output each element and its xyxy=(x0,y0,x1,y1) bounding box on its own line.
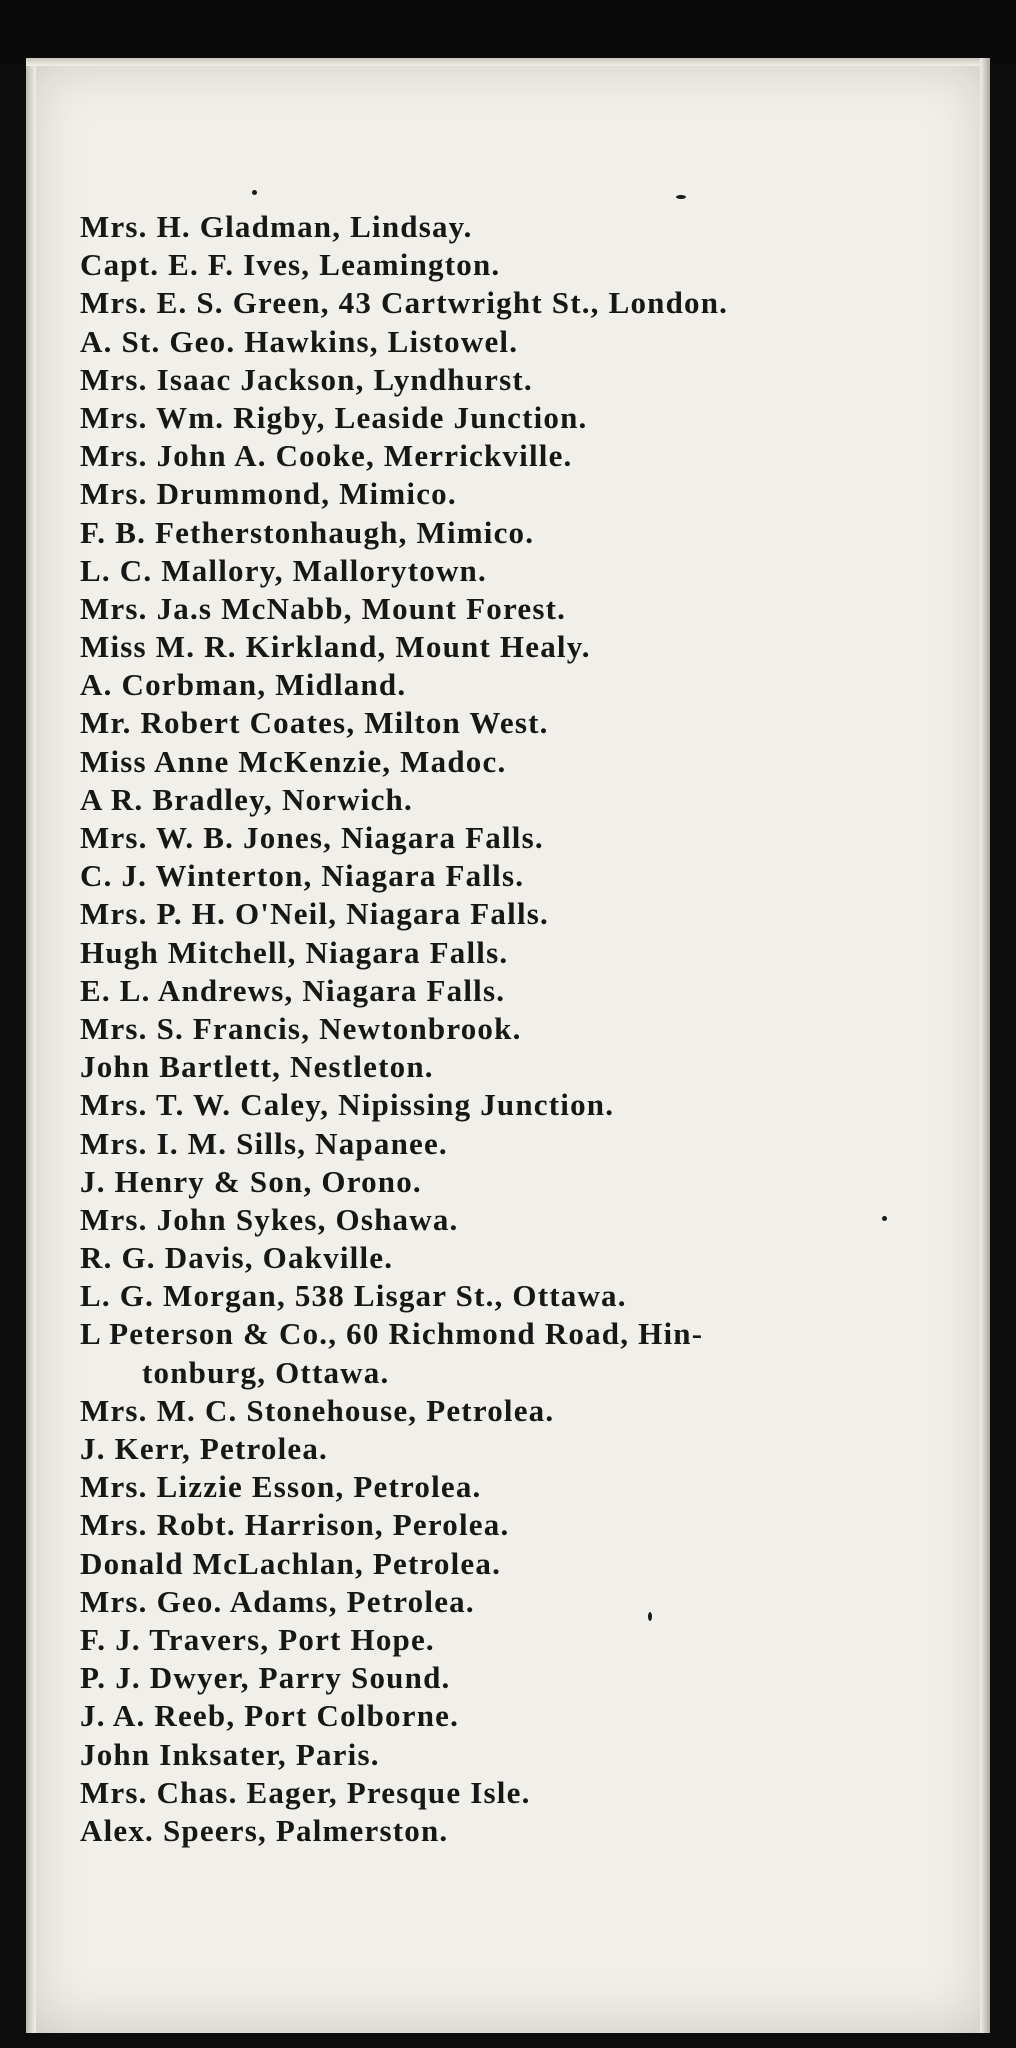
list-item: Mrs. Wm. Rigby, Leaside Junction. xyxy=(80,399,588,435)
list-item-continuation xyxy=(80,1354,960,1392)
list-item: R. G. Davis, Oakville. xyxy=(80,1240,394,1276)
page-edge-left xyxy=(26,58,36,2033)
list-item: F. B. Fetherstonhaugh, Mimico. xyxy=(80,514,535,550)
list-item: A. St. Geo. Hawkins, Listowel. xyxy=(80,323,519,359)
list-item: John Inksater, Paris. xyxy=(80,1736,380,1772)
list-item: P. J. Dwyer, Parry Sound. xyxy=(80,1660,451,1696)
list-item: Mrs. Geo. Adams, Petrolea. xyxy=(80,1583,475,1619)
list-item: Donald McLachlan, Petrolea. xyxy=(80,1545,502,1581)
list-item: Mrs. I. M. Sills, Napanee. xyxy=(80,1125,448,1161)
ink-speck xyxy=(252,190,257,195)
list-item: J. A. Reeb, Port Colborne. xyxy=(80,1698,460,1734)
list-item: L Peterson & Co., 60 Richmond Road, Hin- xyxy=(80,1316,704,1352)
list-item: Mrs. Drummond, Mimico. xyxy=(80,476,457,512)
ink-speck xyxy=(676,195,686,199)
list-item: J. Henry & Son, Orono. xyxy=(80,1163,422,1199)
list-item: Mrs. H. Gladman, Lindsay. xyxy=(80,209,473,244)
page-edge-top xyxy=(26,58,990,66)
list-item: Capt. E. F. Ives, Leamington. xyxy=(80,247,501,283)
list-item: A R. Bradley, Norwich. xyxy=(80,781,413,817)
list-item: Mrs. John Sykes, Oshawa. xyxy=(80,1201,459,1237)
list-item: L. G. Morgan, 538 Lisgar St., Ottawa. xyxy=(80,1278,627,1314)
list-item: Mrs. Chas. Eager, Presque Isle. xyxy=(80,1774,531,1810)
list-item: Mrs. Isaac Jackson, Lyndhurst. xyxy=(80,361,533,397)
scan-background-top xyxy=(0,0,1016,64)
list-item: E. L. Andrews, Niagara Falls. xyxy=(80,972,506,1008)
list-item: Mrs. Ja.s McNabb, Mount Forest. xyxy=(80,590,567,626)
list-item: Mrs. E. S. Green, 43 Cartwright St., London. xyxy=(80,285,729,321)
page-edge-right xyxy=(980,58,990,2033)
continuation-text: tonburg, Ottawa. xyxy=(142,1354,390,1390)
list-item: Mrs. Lizzie Esson, Petrolea. xyxy=(80,1469,482,1505)
list-item: Mrs. M. C. Stonehouse, Petrolea. xyxy=(80,1392,555,1428)
list-item: Miss Anne McKenzie, Madoc. xyxy=(80,743,507,779)
list-item: Mrs. T. W. Caley, Nipissing Junction. xyxy=(80,1087,615,1123)
list-item: John Bartlett, Nestleton. xyxy=(80,1049,434,1085)
subscriber-list xyxy=(80,208,960,1850)
list-item: Mr. Robert Coates, Milton West. xyxy=(80,705,549,741)
list-item: A. Corbman, Midland. xyxy=(80,667,407,703)
list-item: Mrs. Robt. Harrison, Perolea. xyxy=(80,1507,510,1543)
list-item: Mrs. S. Francis, Newtonbrook. xyxy=(80,1010,522,1046)
list-item: Miss M. R. Kirkland, Mount Healy. xyxy=(80,629,591,665)
list-item: Alex. Speers, Palmerston. xyxy=(80,1812,449,1848)
list-item: F. J. Travers, Port Hope. xyxy=(80,1621,435,1657)
list-item: C. J. Winterton, Niagara Falls. xyxy=(80,858,525,894)
list-item: J. Kerr, Petrolea. xyxy=(80,1431,328,1466)
list-item: L. C. Mallory, Mallorytown. xyxy=(80,552,487,588)
list-item: Mrs. W. B. Jones, Niagara Falls. xyxy=(80,820,544,855)
list-item: Mrs. P. H. O'Neil, Niagara Falls. xyxy=(80,896,549,932)
list-item: Hugh Mitchell, Niagara Falls. xyxy=(80,934,509,970)
list-item: Mrs. John A. Cooke, Merrickville. xyxy=(80,438,573,474)
